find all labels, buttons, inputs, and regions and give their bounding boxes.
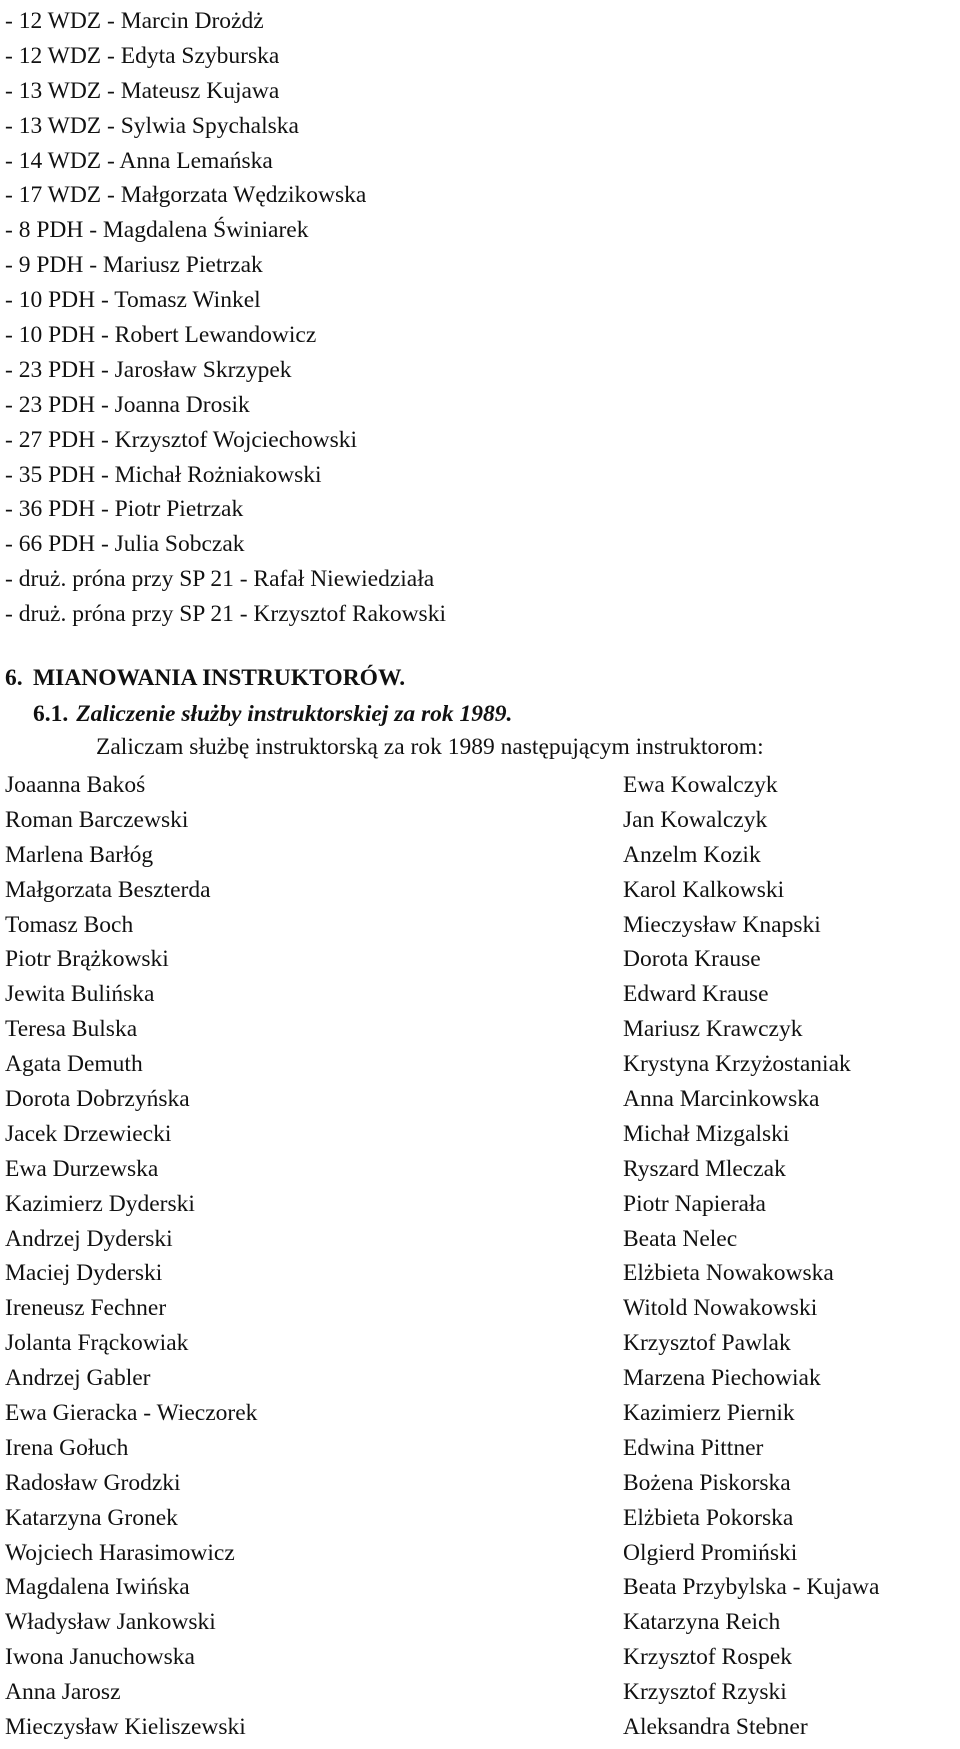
instructor-name: Dorota Krause [623, 946, 761, 973]
list-item: - 14 WDZ - Anna Lemańska [5, 147, 273, 174]
instructor-name: Agata Demuth [5, 1051, 143, 1078]
instructor-name: Mieczysław Kieliszewski [5, 1714, 246, 1741]
instructor-name: Mieczysław Knapski [623, 911, 821, 938]
section-number: 6. [5, 665, 23, 691]
instructor-name: Władysław Jankowski [5, 1609, 216, 1636]
instructor-name: Maciej Dyderski [5, 1260, 163, 1287]
instructor-name: Radosław Grodzki [5, 1469, 181, 1496]
instructor-name: Jewita Bulińska [5, 981, 155, 1008]
instructor-name: Ewa Gieracka - Wieczorek [5, 1400, 258, 1427]
instructor-name: Magdalena Iwińska [5, 1574, 190, 1601]
instructor-name: Ewa Kowalczyk [623, 772, 778, 798]
instructor-name: Jolanta Frąckowiak [5, 1330, 189, 1357]
instructor-name: Jan Kowalczyk [623, 806, 768, 833]
instructor-name: Kazimierz Piernik [623, 1400, 795, 1427]
instructor-name: Beata Nelec [623, 1225, 738, 1252]
instructor-name: Krzysztof Pawlak [623, 1330, 791, 1357]
instructor-name: Olgierd Promiński [623, 1539, 798, 1566]
instructor-name: Kazimierz Dyderski [5, 1190, 195, 1217]
instructor-name: Mariusz Krawczyk [623, 1016, 803, 1043]
instructor-name: Iwona Januchowska [5, 1644, 195, 1671]
section-heading [5, 664, 405, 692]
instructor-name: Krystyna Krzyżostaniak [623, 1051, 851, 1078]
instructor-name: Karol Kalkowski [623, 876, 785, 903]
instructor-name: Bożena Piskorska [623, 1469, 791, 1496]
instructor-name: Edwina Pittner [623, 1434, 764, 1461]
instructor-name: Piotr Napierała [623, 1190, 766, 1217]
instructor-name: Krzysztof Rzyski [623, 1679, 787, 1706]
list-item: - 35 PDH - Michał Rożniakowski [5, 461, 322, 488]
instructor-name: Teresa Bulska [5, 1016, 138, 1043]
instructor-name: Aleksandra Stebner [623, 1714, 808, 1741]
list-item: - 23 PDH - Jarosław Skrzypek [5, 356, 292, 383]
instructor-name: Małgorzata Beszterda [5, 876, 211, 903]
instructor-name: Ireneusz Fechner [5, 1295, 167, 1322]
instructor-name: Michał Mizgalski [623, 1120, 790, 1147]
instructor-name: Wojciech Harasimowicz [5, 1539, 235, 1566]
instructor-name: Marlena Barłóg [5, 841, 154, 868]
instructor-name: Anna Marcinkowska [623, 1086, 820, 1113]
instructor-name: Joaanna Bakoś [5, 772, 146, 798]
section-title: MIANOWANIA INSTRUKTORÓW. [33, 665, 406, 691]
instructor-name: Edward Krause [623, 981, 769, 1008]
list-item: - 66 PDH - Julia Sobczak [5, 531, 245, 558]
instructor-list-right [623, 768, 879, 1745]
unit-member-list [5, 4, 446, 632]
list-item: - 8 PDH - Magdalena Świniarek [5, 217, 309, 244]
instructor-name: Irena Gołuch [5, 1434, 129, 1461]
instructor-name: Andrzej Dyderski [5, 1225, 173, 1252]
instructor-name: Anna Jarosz [5, 1679, 121, 1706]
instructor-name: Beata Przybylska - Kujawa [623, 1574, 880, 1601]
instructor-name: Anzelm Kozik [623, 841, 761, 868]
instructor-name: Katarzyna Gronek [5, 1504, 178, 1531]
instructor-name: Elżbieta Nowakowska [623, 1260, 834, 1287]
list-item: - 17 WDZ - Małgorzata Wędzikowska [5, 182, 367, 209]
list-item: - 10 PDH - Robert Lewandowicz [5, 322, 317, 349]
list-item: - 13 WDZ - Mateusz Kujawa [5, 77, 280, 104]
instructor-name: Tomasz Boch [5, 911, 134, 938]
instructor-name: Andrzej Gabler [5, 1365, 151, 1392]
instructor-list-left [5, 768, 257, 1745]
instructor-name: Roman Barczewski [5, 806, 189, 833]
subsection-heading [33, 700, 512, 728]
subsection-number: 6.1. [33, 701, 69, 727]
instructor-name: Krzysztof Rospek [623, 1644, 793, 1671]
instructor-name: Marzena Piechowiak [623, 1365, 821, 1392]
list-item: - 9 PDH - Mariusz Pietrzak [5, 252, 263, 279]
list-item: - 12 WDZ - Edyta Szyburska [5, 42, 280, 69]
instructor-name: Witold Nowakowski [623, 1295, 818, 1322]
instructor-name: Ryszard Mleczak [623, 1155, 786, 1182]
instructor-name: Elżbieta Pokorska [623, 1504, 794, 1531]
list-item: - druż. próna przy SP 21 - Krzysztof Rakowski [5, 601, 446, 628]
instructor-name: Dorota Dobrzyńska [5, 1086, 190, 1113]
list-item: - 36 PDH - Piotr Pietrzak [5, 496, 244, 523]
intro-paragraph: Zaliczam służbę instruktorską za rok 1989 następującym instruktorom: [96, 734, 764, 760]
list-item: - 27 PDH - Krzysztof Wojciechowski [5, 426, 358, 453]
instructor-name: Jacek Drzewiecki [5, 1120, 172, 1147]
list-item: - 23 PDH - Joanna Drosik [5, 391, 250, 418]
list-item: - druż. próna przy SP 21 - Rafał Niewiedziała [5, 566, 435, 593]
instructor-name: Piotr Brążkowski [5, 946, 169, 973]
instructor-name: Katarzyna Reich [623, 1609, 781, 1636]
list-item: - 12 WDZ - Marcin Drożdż [5, 8, 264, 34]
instructor-name: Ewa Durzewska [5, 1155, 159, 1182]
list-item: - 10 PDH - Tomasz Winkel [5, 287, 261, 314]
list-item: - 13 WDZ - Sylwia Spychalska [5, 112, 299, 139]
subsection-title: Zaliczenie służby instruktorskiej za rok 1989. [76, 701, 513, 727]
